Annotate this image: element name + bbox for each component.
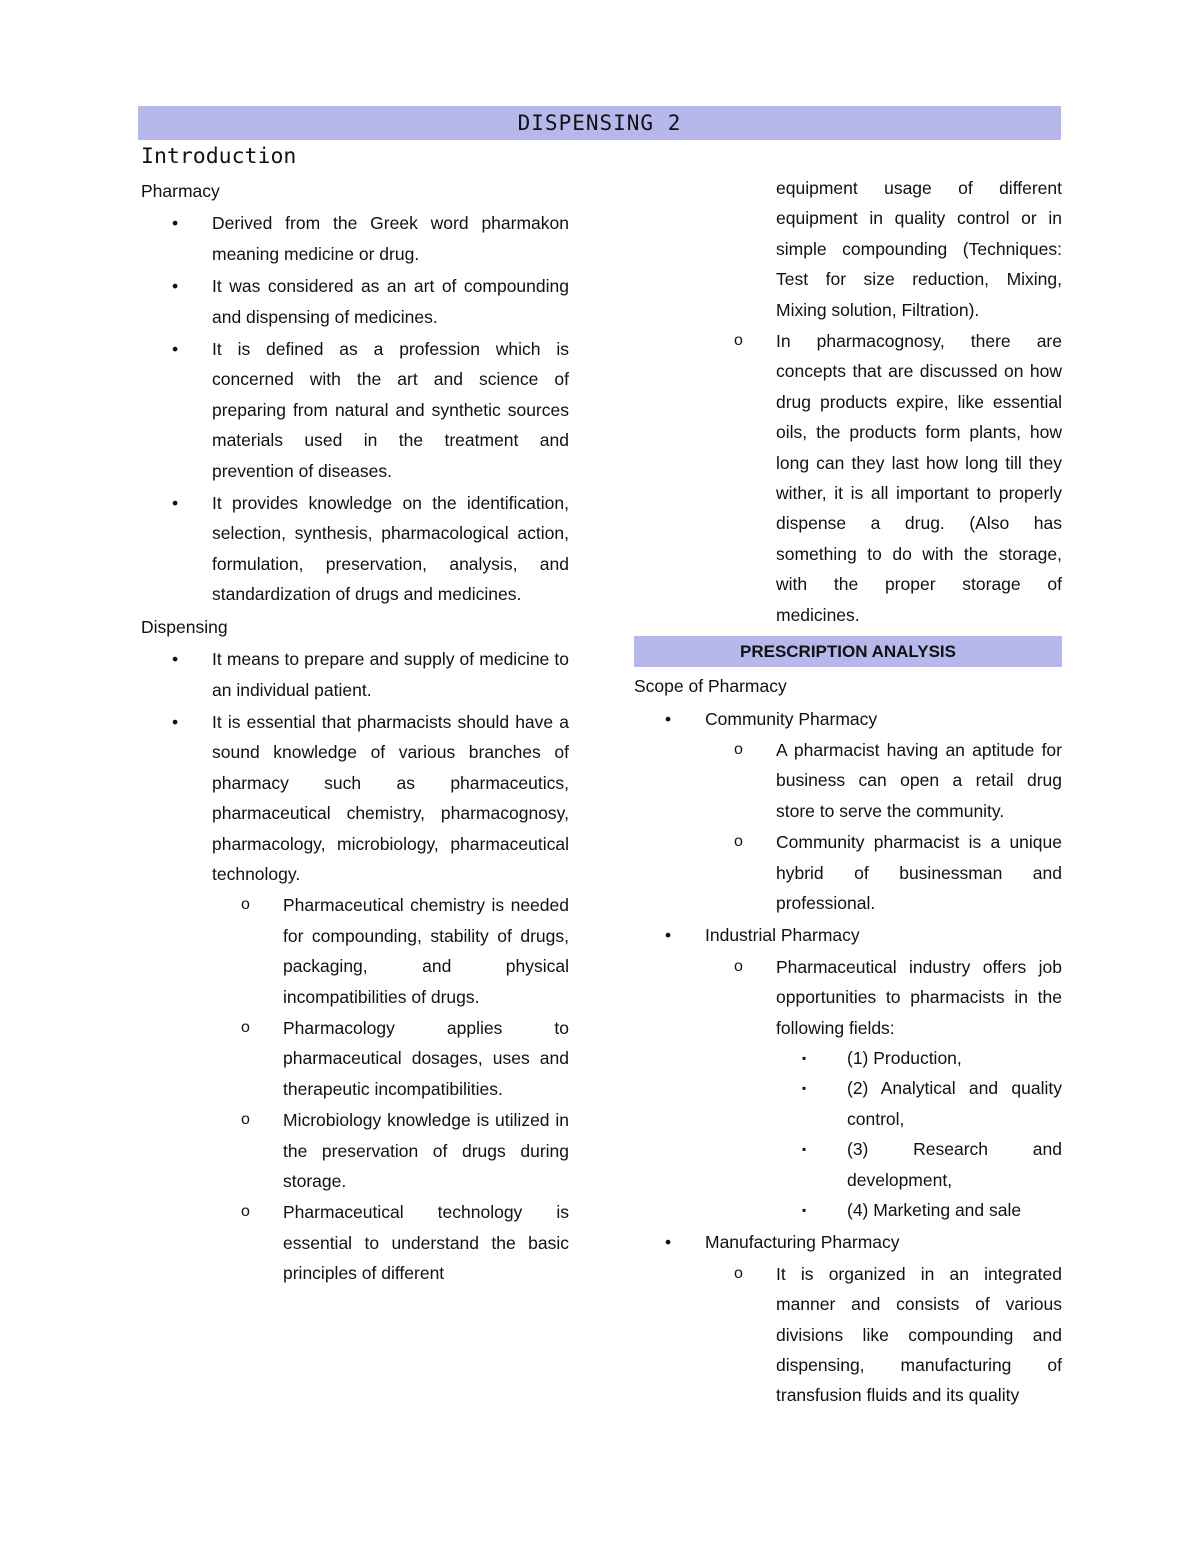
bullet-icon: • [172, 493, 179, 514]
circle-bullet-icon: o [241, 896, 250, 914]
prescription-analysis-heading: PRESCRIPTION ANALYSIS [634, 636, 1062, 667]
square-bullet-icon: ▪ [802, 1081, 807, 1096]
pharmacognosy-sublist [705, 326, 1062, 630]
bullet-icon: • [665, 1232, 672, 1253]
square-bullet-icon: ▪ [802, 1050, 807, 1065]
bullet-icon: • [172, 339, 179, 360]
field-item: ▪ (1) Production, [776, 1043, 1062, 1073]
bullet-icon: • [665, 925, 672, 946]
list-item: • It is defined as a profession which is concerned with the art and science of preparing from natural and synthetic sources materials used in the treatment and prevention of diseases. [141, 334, 569, 486]
continued-text: equipment usage of different equipment in quality control or in simple compounding (Techniques: Test for size reduction, Mixing, Mixing solution, Filtration). [776, 178, 1062, 320]
industrial-sublist [705, 952, 1062, 1226]
list-item: • It means to prepare and supply of medicine to an individual patient. [141, 644, 569, 705]
scope-list [634, 704, 1062, 1411]
pharmacy-heading: Pharmacy [141, 181, 220, 201]
list-item: • Manufacturing Pharmacy o It is organized in an integrated manner and consists of various divisions like compounding and dispensing, manufacturing of transfusion fluids and its quality [634, 1227, 1062, 1410]
square-bullet-icon: ▪ [802, 1203, 807, 1217]
circle-bullet-icon: o [734, 957, 743, 975]
list-item: • Derived from the Greek word pharmakon meaning medicine or drug. [141, 208, 569, 269]
field-item: ▪ (3) Research and development, [776, 1134, 1062, 1195]
list-item: • Industrial Pharmacy o Pharmaceutical industry offers job opportunities to pharmacists in the following fields: ▪ (1) Production, ▪ (2) Analytical and quality control, ▪ (3) Research and development, ▪ (4) Marketing and sale [634, 920, 1062, 1225]
section-heading-introduction: Introduction [141, 144, 297, 169]
list-item: • It was considered as an art of compounding and dispensing of medicines. [141, 271, 569, 332]
field-item: ▪ (4) Marketing and sale [776, 1195, 1062, 1225]
sub-list-item: o Microbiology knowledge is utilized in the preservation of drugs during storage. [212, 1105, 569, 1196]
circle-bullet-icon: o [241, 1018, 250, 1036]
sub-list-item: o Community pharmacist is a unique hybrid of businessman and professional. [705, 827, 1062, 918]
manufacturing-sublist [705, 1259, 1062, 1411]
circle-bullet-icon: o [734, 833, 743, 851]
sub-list-item: o Pharmacology applies to pharmaceutical dosages, uses and therapeutic incompatibilities. [212, 1013, 569, 1104]
sub-list-item: o Pharmaceutical chemistry is needed for compounding, stability of drugs, packaging, and physical incompatibilities of drugs. [212, 890, 569, 1012]
list-item: • It is essential that pharmacists should have a sound knowledge of various branches of pharmacy such as pharmaceutics, pharmaceutical chemistry, pharmacognosy, pharmacology, microbiology, pharmaceutical technology. o Pharmaceutical chemistry is needed for compounding, stability of drugs, packaging, and physical incompatibilities of drugs. o Pharmacology applies to pharmaceutical dosages, uses and therapeutic incompatibilities. o Microbiology knowledge is utilized in the preservation of drugs during storage. o Pharmaceutical technology is essential to understand the basic principles of different [141, 707, 569, 1289]
bullet-icon: • [172, 276, 179, 297]
scope-heading: Scope of Pharmacy [634, 676, 787, 697]
bullet-icon: • [172, 711, 179, 732]
document-title: DISPENSING 2 [138, 106, 1061, 140]
right-column [634, 173, 1062, 1411]
circle-bullet-icon: o [241, 1203, 250, 1221]
pharmacy-list [141, 208, 569, 609]
sub-list-item: o Pharmaceutical industry offers job opportunities to pharmacists in the following fields: ▪ (1) Production, ▪ (2) Analytical and quality control, ▪ (3) Research and development, ▪ (4) Marketing and sale [705, 952, 1062, 1226]
fields-sublist [776, 1043, 1062, 1225]
sub-list-item: o A pharmacist having an aptitude for business can open a retail drug store to serve the community. [705, 735, 1062, 826]
square-bullet-icon: ▪ [802, 1142, 807, 1157]
dispensing-list [141, 644, 569, 1289]
branches-sublist [212, 890, 569, 1288]
bullet-icon: • [665, 708, 672, 729]
list-item: • It provides knowledge on the identification, selection, synthesis, pharmacological action, formulation, preservation, analysis, and standardization of drugs and medicines. [141, 488, 569, 610]
sub-list-item: o It is organized in an integrated manner and consists of various divisions like compounding and dispensing, manufacturing of transfusion fluids and its quality [705, 1259, 1062, 1411]
circle-bullet-icon: o [241, 1111, 250, 1129]
circle-bullet-icon: o [734, 332, 743, 350]
circle-bullet-icon: o [734, 740, 743, 758]
sub-list-item: o Pharmaceutical technology is essential to understand the basic principles of different [212, 1197, 569, 1288]
bullet-icon: • [172, 649, 179, 670]
sub-list-item: o In pharmacognosy, there are concepts that are discussed on how drug products expire, like essential oils, the products form plants, how long can they last how long till they wither, it is all important to properly dispense a drug. (Also has something to do with the storage, with the proper storage of medicines. [705, 326, 1062, 630]
left-column [141, 140, 569, 1289]
dispensing-heading: Dispensing [141, 616, 228, 637]
circle-bullet-icon: o [734, 1264, 743, 1282]
bullet-icon: • [172, 213, 179, 234]
list-item: • Community Pharmacy o A pharmacist having an aptitude for business can open a retail drug store to serve the community. o Community pharmacist is a unique hybrid of businessman and professional. [634, 704, 1062, 919]
field-item: ▪ (2) Analytical and quality control, [776, 1073, 1062, 1134]
community-sublist [705, 735, 1062, 918]
